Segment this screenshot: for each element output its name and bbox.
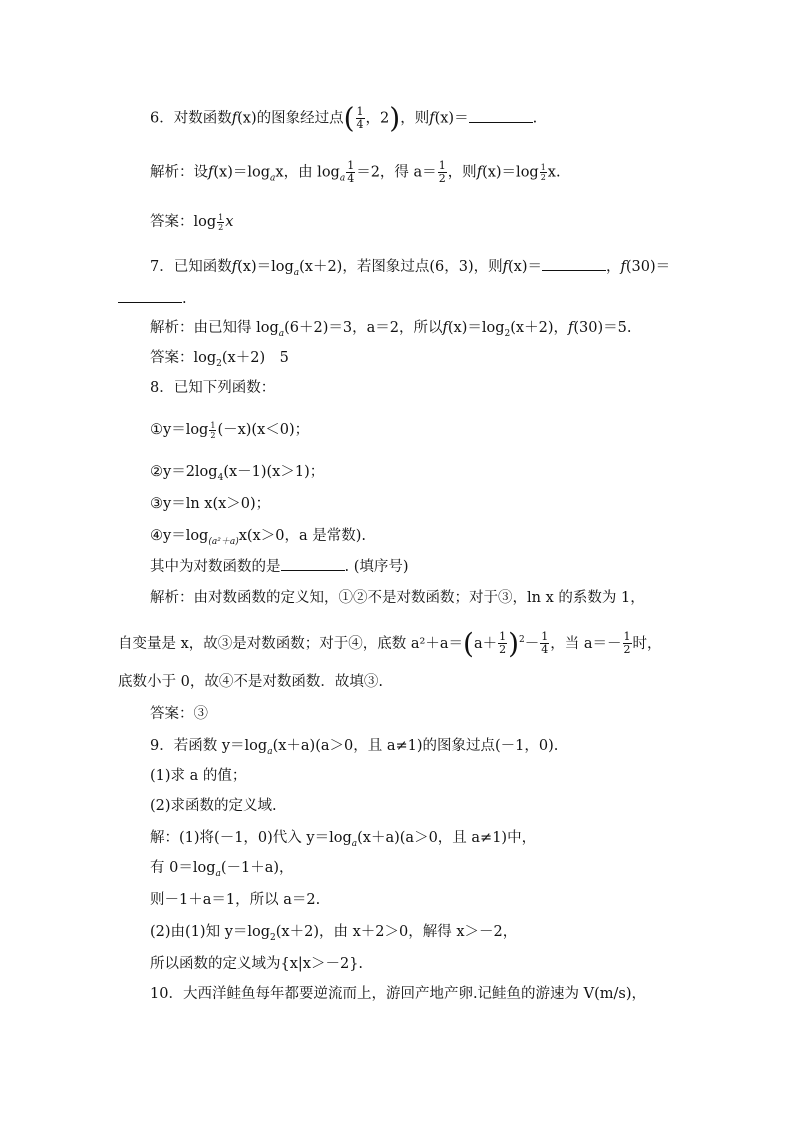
- question-9: 9．若函数 $y=\log_a(x+a)(a>0$，且 a≠1)的图象过点(－1，0).: [150, 738, 559, 757]
- solution-9-line-4: (2)由(1)知 $y=\log_2(x+2)$，由 x＋2＞0，解得 x＞－2，: [150, 924, 518, 943]
- q7-answer-blank-1: [542, 256, 606, 271]
- a6-sub-fraction: $\frac{1}{2}$: [540, 163, 546, 182]
- q6-paren-open: (: [343, 101, 355, 135]
- solution-9-line-5: 所以函数的定义域为{x|x＞－2}.: [150, 956, 364, 972]
- analysis-6: 解析：设$f(x)=\log_ax$，由 $\log_a$ $\frac{1}{4}$ ＝2，得 a＝ $\frac{1}{2}$ ，则f(x)＝log $\frac{1}{2}$ x.: [150, 159, 561, 185]
- q6-answer-blank: [469, 108, 533, 123]
- solution-9-line-2: 有 $0=\log_a(-1+a)$，: [150, 860, 294, 879]
- q6-prefix: 6．对数函数: [150, 110, 232, 127]
- q6-fraction: $\frac{1}{4}$: [356, 105, 364, 131]
- solution-9-line-1: 解：(1)将(－1，0)代入 $y=\log_a(x+a)(a>0$，且 a≠1)中，: [150, 830, 537, 849]
- question-8-item-4: $④y=\log_{(a^2+a)}x(x>0$，a 是常数).: [150, 528, 366, 547]
- a6-fraction-2: $\frac{1}{2}$: [438, 159, 446, 185]
- q6-fx: f: [231, 110, 238, 127]
- ans6-label: 答案：: [150, 214, 194, 230]
- question-10: 10．大西洋鲑鱼每年都要逆流而上，游回产地产卵.记鲑鱼的游速为 V(m/s)，: [150, 986, 647, 1002]
- question-8-item-1: ①y＝log $\frac{1}{2}$ (－x)(x＜0)；: [150, 420, 310, 440]
- q6-point-tail: ，2: [365, 110, 390, 127]
- a6-label: 解析：: [150, 164, 194, 181]
- analysis-8-line-1: 解析：由对数函数的定义知，①②不是对数函数；对于③，ln x 的系数为 1，: [150, 590, 645, 606]
- question-9-part-1: (1)求 a 的值；: [150, 768, 247, 784]
- question-8-item-2: $②y=2\log_4(x-1)(x>1)$；: [150, 464, 325, 483]
- q6-suffix: ，则: [400, 110, 430, 127]
- q6-paren-close: ): [389, 101, 401, 135]
- question-8-item-3: ③y＝ln x(x＞0)；: [150, 496, 271, 512]
- a6-fraction-1: $\frac{1}{4}$: [347, 159, 355, 185]
- question-8-intro: 8．已知下列函数：: [150, 380, 276, 396]
- question-7: 7．已知函数$f(x)=\log_a(x+2)$，若图象过点(6，3)，则f(x)＝ ，f(30)＝: [150, 256, 670, 283]
- question-6: 6．对数函数f(x)的图象经过点( $\frac{1}{4}$ ，2)，则f(x)＝ .: [150, 101, 538, 135]
- solution-9-line-3: 则－1＋a＝1，所以 a＝2.: [150, 892, 321, 908]
- q7-answer-blank-2: [118, 288, 182, 303]
- q6-mid: (x)的图象经过点: [237, 110, 344, 127]
- answer-8: 答案：③: [150, 706, 208, 722]
- answer-6: 答案：log $\frac{1}{2}$ x: [150, 212, 234, 232]
- question-9-part-2: (2)求函数的定义域.: [150, 798, 277, 814]
- analysis-8-line-2: 自变量是 x，故③是对数函数；对于④，底数 a²＋a＝(a＋ $\frac{1}{2}$ )$^2$－ $\frac{1}{4}$ ，当 a＝－ $\frac{1}{2}$ 时，: [118, 626, 662, 660]
- answer-7: 答案：$\log_2(x+2)$ 5: [150, 350, 289, 369]
- analysis-7: 解析：由已知得 $\log_a(6+2)=3$，a＝2，所以$f(x)=\log_2(x+2)$，f(30)＝5.: [150, 320, 632, 339]
- analysis-8-line-3: 底数小于 0，故④不是对数函数．故填③.: [118, 674, 383, 690]
- ans6-sub-fraction: $\frac{1}{2}$: [218, 212, 224, 232]
- question-7-cont: .: [118, 288, 187, 309]
- question-8-question: 其中为对数函数的是 . (填序号): [150, 556, 409, 577]
- q8-answer-blank: [281, 556, 345, 571]
